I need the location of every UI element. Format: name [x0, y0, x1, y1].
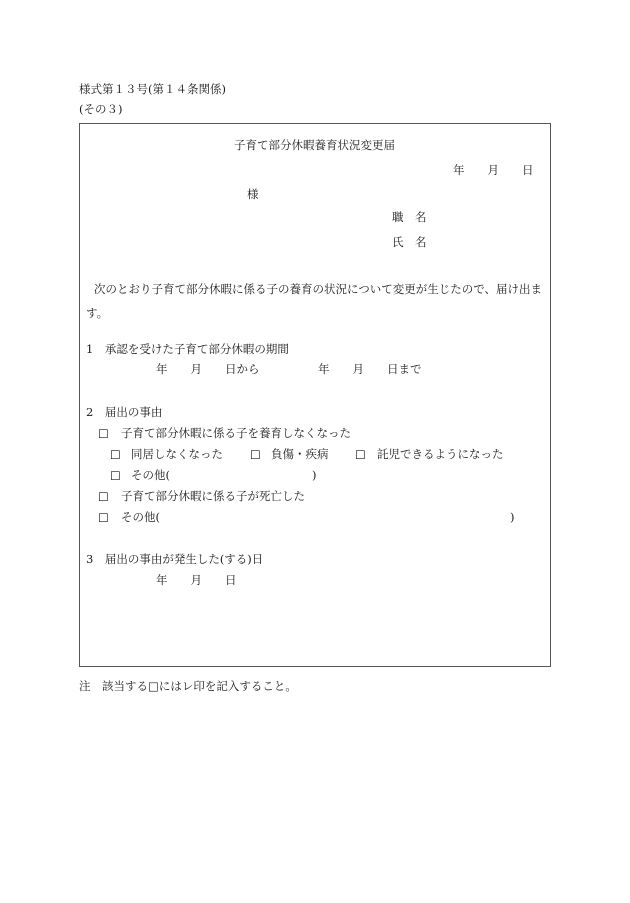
position-label: 職 名	[392, 210, 427, 224]
form-title: 子育て部分休暇養育状況変更届	[234, 138, 395, 152]
option-sub-other-close: )	[312, 468, 317, 482]
checkbox-not-raising[interactable]: ☐	[98, 427, 109, 441]
option-not-raising-label: 子育て部分休暇に係る子を養育しなくなった	[121, 426, 351, 440]
period-to-date: 年 月 日まで	[318, 362, 422, 376]
checkbox-child-deceased[interactable]: ☐	[98, 490, 109, 504]
option-daycare-label: 託児できるようになった	[377, 447, 504, 461]
option-injury-illness-label: 負傷・疾病	[271, 447, 329, 461]
form-sub-number: (その３)	[79, 102, 123, 116]
checkbox-sub-other[interactable]: ☐	[110, 469, 121, 483]
option-sub-other-label: その他(	[131, 468, 170, 482]
period-from-date: 年 月 日から	[156, 362, 260, 376]
section2-heading: 2 届出の事由	[86, 405, 163, 419]
addressee-suffix: 様	[247, 187, 259, 201]
option-no-co-residence-label: 同居しなくなった	[131, 447, 223, 461]
name-label: 氏 名	[392, 235, 427, 249]
checkbox-injury-illness[interactable]: ☐	[250, 448, 261, 462]
notice-body-text: 次のとおり子育て部分休暇に係る子の養育の状況について変更が生じたので、届け出ます。	[86, 282, 543, 320]
submission-date: 年 月 日	[453, 163, 534, 177]
option-child-deceased-label: 子育て部分休暇に係る子が死亡した	[121, 489, 305, 503]
form-number: 様式第１３号(第１４条関係)	[79, 82, 226, 96]
checkbox-no-co-residence[interactable]: ☐	[110, 448, 121, 462]
option-other-close: )	[510, 510, 515, 524]
section1-heading: 1 承認を受けた子育て部分休暇の期間	[86, 342, 289, 356]
checkbox-other[interactable]: ☐	[98, 511, 109, 525]
option-other-label: その他(	[121, 510, 160, 524]
footnote: 注 該当する□にはレ印を記入すること。	[79, 679, 297, 693]
notice-body	[86, 277, 548, 325]
checkbox-daycare[interactable]: ☐	[355, 448, 366, 462]
form-frame	[79, 123, 551, 667]
section3-heading: 3 届出の事由が発生した(する)日	[86, 552, 264, 566]
occurrence-date: 年 月 日	[156, 573, 237, 587]
